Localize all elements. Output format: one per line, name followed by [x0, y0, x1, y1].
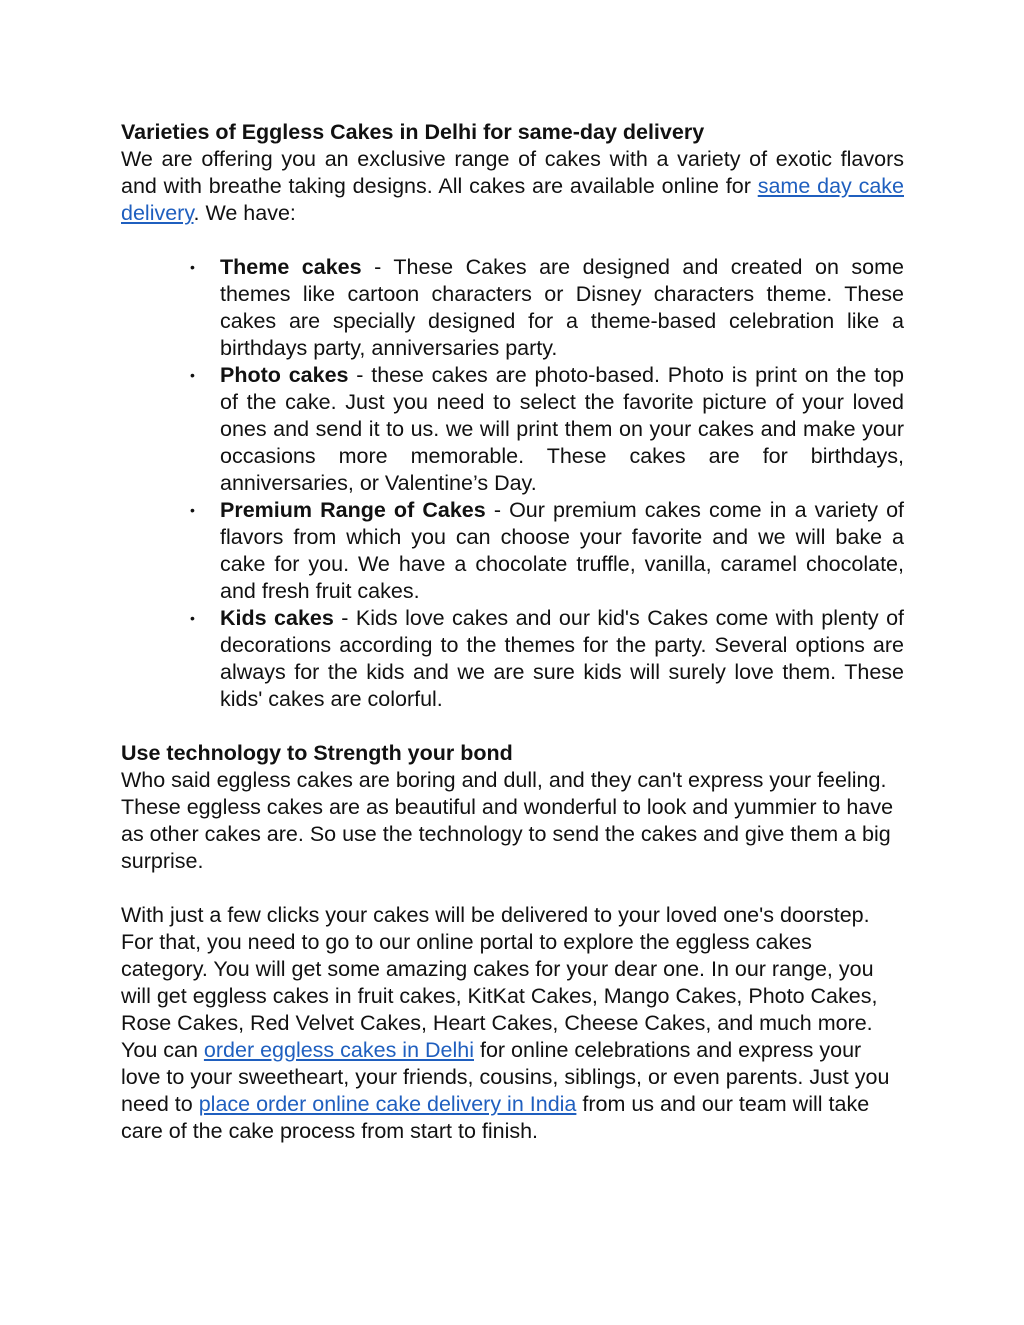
list-item — [190, 497, 905, 605]
intro-text-end: . We have: — [193, 201, 296, 225]
document-page — [121, 119, 904, 1145]
section-heading-technology: Use technology to Strength your bond — [121, 741, 513, 765]
list-item — [190, 605, 905, 713]
ordering-text: With just a few clicks your cakes will be delivered to your loved one's doorstep. For that, you need to go to our online portal to explore the eggless cakes category. You will get some amazing cakes for your dear one. In our range, you will get eggless cakes in fruit cakes, KitKat Cakes, Mango Cakes, Photo Cakes, Rose Cakes, Red Velvet Cakes, Heart Cakes, Cheese Cakes, and much more. You can — [121, 903, 878, 1062]
spacer — [121, 227, 904, 254]
ordering-text-end: from us and our team will take care of the cake process from start to finish. — [121, 1092, 870, 1143]
intro-text: We are offering you an exclusive range of cakes with a variety of exotic flavors and with breathe taking designs. All cakes are available online for — [121, 147, 904, 198]
list-item-text: - these cakes are photo-based. Photo is print on the top of the cake. Just you need to select the favorite picture of your loved ones and send it to us. we will print them on your cakes and make your occasions more memorable. These cakes are for birthdays, anniversaries, or Valentine’s Day. — [220, 363, 904, 495]
spacer — [121, 875, 904, 902]
intro-paragraph — [121, 146, 904, 227]
ordering-text-middle: for online celebrations and express your love to your sweetheart, your friends, cousins, siblings, or even parents. Just you need to — [121, 1038, 890, 1116]
section-heading-varieties: Varieties of Eggless Cakes in Delhi for same-day delivery — [121, 120, 705, 144]
list-item — [190, 254, 904, 362]
list-item-title: Theme cakes — [220, 255, 362, 279]
list-item-title: Premium Range of Cakes — [220, 498, 486, 522]
bullet-icon: • — [190, 502, 195, 518]
same-day-cake-delivery-link[interactable]: same day cake delivery — [121, 174, 904, 225]
list-item-title: Photo cakes — [220, 363, 349, 387]
list-item-text: - Our premium cakes come in a variety of flavors from which you can choose your favorite and we will bake a cake for you. We have a chocolate truffle, vanilla, caramel chocolate, and fresh fruit cakes. — [220, 498, 905, 603]
bullet-icon: • — [190, 610, 195, 626]
list-item-text: - These Cakes are designed and created on some themes like cartoon characters or Disney characters theme. These cakes are specially designed for a theme-based celebration like a birthdays party, anniversaries party. — [220, 255, 904, 360]
order-eggless-cakes-delhi-link[interactable]: order eggless cakes in Delhi — [203, 1038, 474, 1062]
spacer — [121, 713, 904, 740]
bullet-icon: • — [190, 259, 195, 275]
technology-paragraph: Who said eggless cakes are boring and dull, and they can't express your feeling. These eggless cakes are as beautiful and wonderful to look and yummier to have as other cakes are. So use the technology to send the cakes and give them a big surprise. — [121, 768, 894, 873]
cake-types-list — [121, 254, 904, 713]
online-cake-delivery-india-link[interactable]: place order online cake delivery in India — [198, 1092, 577, 1116]
list-item-text: - Kids love cakes and our kid's Cakes come with plenty of decorations according to the themes for the party. Several options are always for the kids and we are sure kids will surely love them. These kids' cakes are colorful. — [220, 606, 905, 711]
ordering-paragraph — [121, 902, 904, 1145]
bullet-icon: • — [190, 367, 195, 383]
list-item-title: Kids cakes — [220, 606, 334, 630]
list-item — [190, 362, 904, 497]
